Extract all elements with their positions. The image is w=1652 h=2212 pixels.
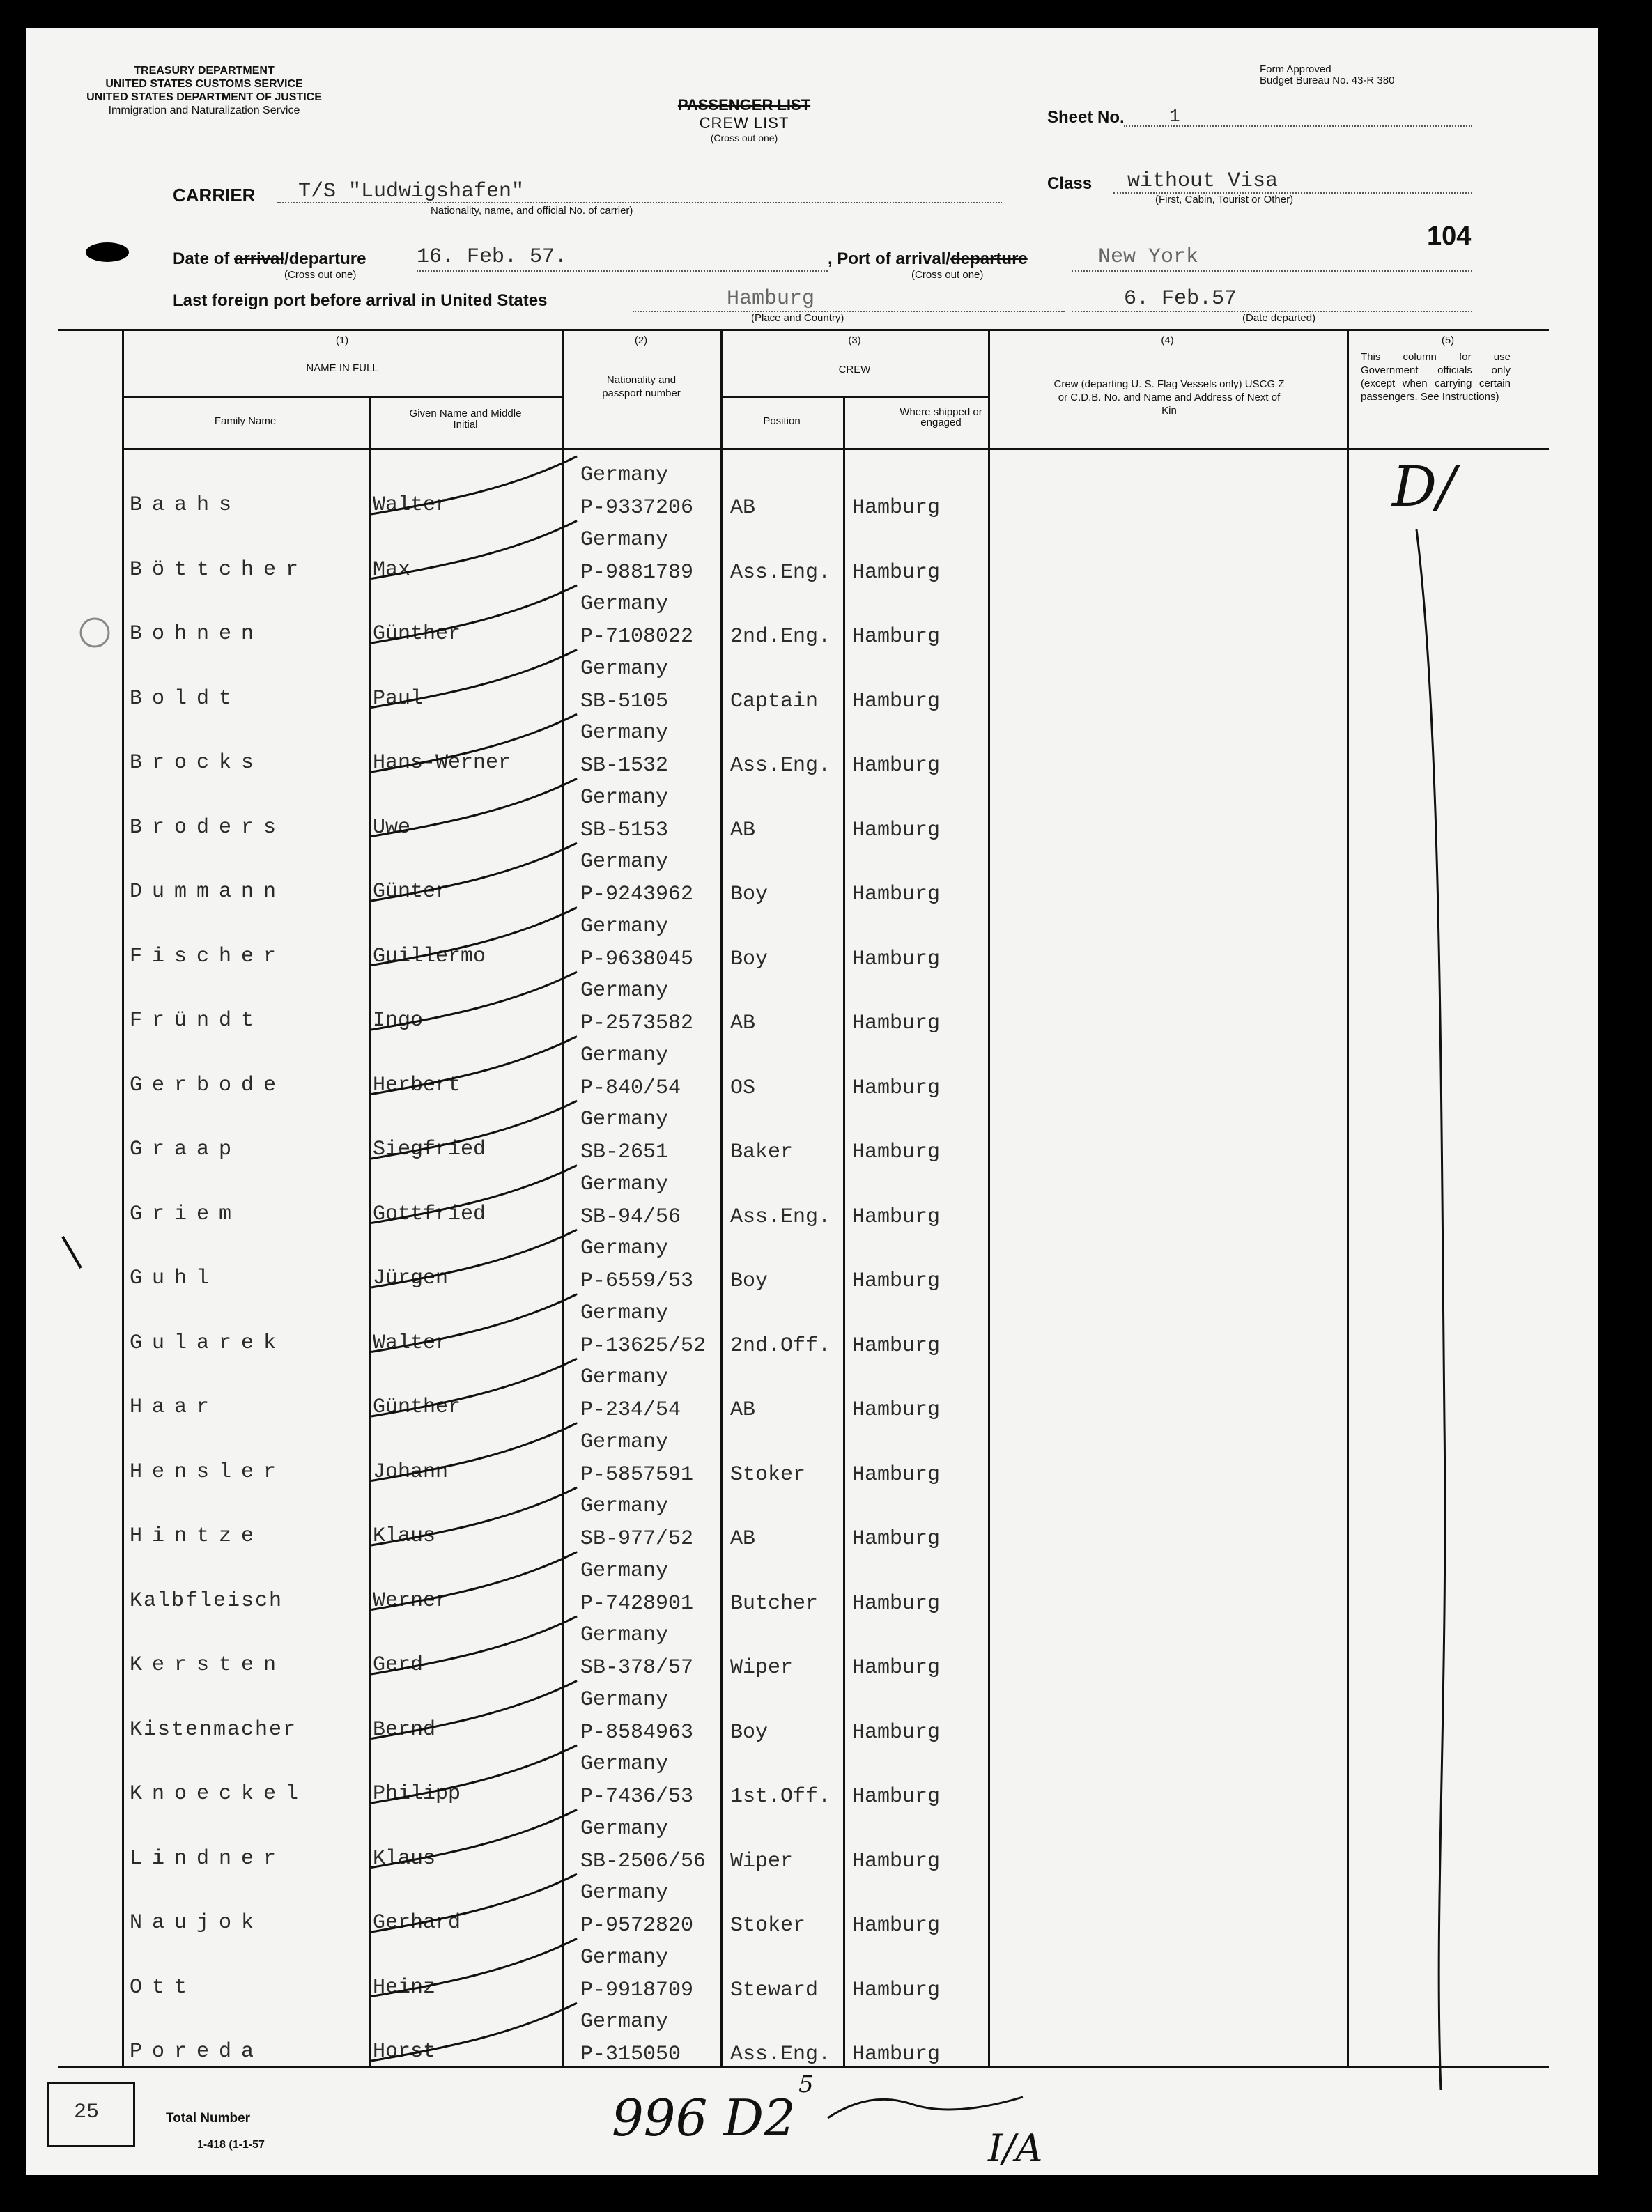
- family-name-cell: Haar: [130, 1395, 219, 1419]
- passport-cell: SB-977/52: [580, 1527, 694, 1551]
- nationality-cell: Germany: [580, 721, 669, 745]
- family-name-cell: Guhl: [130, 1267, 219, 1290]
- crew-list-title: CREW LIST: [699, 114, 789, 132]
- name-checkmark-stroke: [371, 1230, 577, 1287]
- position-header: Position: [763, 415, 801, 427]
- position-cell: Boy: [730, 883, 769, 906]
- nationality-cell: Germany: [580, 1301, 669, 1325]
- name-checkmark-stroke: [371, 1037, 577, 1095]
- name-checkmark-stroke: [371, 1423, 577, 1481]
- shipped-cell: Hamburg: [852, 1849, 941, 1873]
- given-name-cell: Walter: [373, 493, 449, 517]
- sheet-value: 1: [1169, 106, 1180, 127]
- col5-number: (5): [1441, 334, 1455, 346]
- nationality-cell: Germany: [580, 850, 669, 874]
- nationality-cell: Germany: [580, 1430, 669, 1454]
- last-port-value: Hamburg: [727, 287, 815, 311]
- given-name-cell: Paul: [373, 686, 424, 711]
- given-name-cell: Max: [373, 557, 411, 582]
- checkmark-strokes: [26, 28, 1598, 2175]
- passport-cell: P-9881789: [580, 560, 694, 585]
- sheet-label: Sheet No.: [1047, 108, 1125, 127]
- name-checkmark-stroke: [371, 1616, 577, 1674]
- given-name-cell: Uwe: [373, 815, 411, 840]
- shipped-cell: Hamburg: [852, 947, 941, 971]
- family-name-cell: Ott: [130, 1975, 197, 2000]
- nationality-cell: Germany: [580, 1366, 669, 1389]
- position-cell: AB: [730, 1012, 756, 1035]
- name-checkmark-stroke: [371, 585, 577, 643]
- family-name-cell: Boldt: [130, 686, 242, 711]
- position-cell: OS: [730, 1076, 756, 1100]
- family-name-header: Family Name: [214, 415, 277, 427]
- carrier-value: T/S "Ludwigshafen": [298, 180, 525, 203]
- given-name-cell: Jürgen: [373, 1267, 449, 1290]
- name-checkmark-stroke: [371, 1166, 577, 1223]
- passport-cell: P-9337206: [580, 496, 694, 520]
- nationality-cell: Germany: [580, 1559, 669, 1583]
- position-cell: Boy: [730, 1720, 769, 1745]
- shipped-cell: Hamburg: [852, 1333, 941, 1358]
- family-name-cell: Griem: [130, 1202, 242, 1226]
- nationality-cell: Germany: [580, 1108, 669, 1131]
- carrier-caption: Nationality, name, and official No. of carrier): [431, 205, 633, 217]
- shipped-cell: Hamburg: [852, 625, 941, 649]
- passport-cell: P-840/54: [580, 1076, 681, 1100]
- position-cell: AB: [730, 496, 756, 520]
- shipped-cell: Hamburg: [852, 1591, 941, 1616]
- nationality-cell: Germany: [580, 592, 669, 616]
- passport-cell: P-6559/53: [580, 1269, 694, 1293]
- nationality-cell: Germany: [580, 979, 669, 1003]
- shipped-cell: Hamburg: [852, 1978, 941, 2002]
- agency-line: UNITED STATES CUSTOMS SERVICE: [105, 78, 303, 90]
- passenger-list-struck: PASSENGER LIST: [677, 96, 811, 114]
- nationality-cell: Germany: [580, 1043, 669, 1067]
- port-cross-caption: (Cross out one): [911, 269, 984, 281]
- shipped-cell: Hamburg: [852, 689, 941, 713]
- passport-cell: SB-94/56: [580, 1205, 681, 1229]
- port-value: New York: [1098, 245, 1199, 269]
- position-cell: AB: [730, 1398, 756, 1422]
- handwritten-footer-a: 996 D2: [612, 2089, 796, 2147]
- class-value: without Visa: [1127, 169, 1279, 193]
- name-checkmark-stroke: [371, 650, 577, 708]
- last-port-label: Last foreign port before arrival in United States: [173, 291, 548, 310]
- position-cell: Ass.Eng.: [730, 560, 831, 585]
- date-value: 16. Feb. 57.: [417, 245, 568, 269]
- given-name-cell: Gerd: [373, 1653, 424, 1677]
- where-shipped-header: Where shipped or engaged: [900, 406, 982, 428]
- col5-long-stroke: [1416, 529, 1445, 2090]
- margin-tick: [63, 1237, 81, 1268]
- nationality-cell: Germany: [580, 1945, 669, 1970]
- passport-cell: P-5857591: [580, 1462, 694, 1487]
- family-name-cell: Hintze: [130, 1524, 264, 1548]
- position-cell: Steward: [730, 1978, 819, 2002]
- shipped-cell: Hamburg: [852, 1785, 941, 1809]
- shipped-cell: Hamburg: [852, 754, 941, 778]
- agency-line: UNITED STATES DEPARTMENT OF JUSTICE: [86, 91, 322, 103]
- shipped-cell: Hamburg: [852, 1076, 941, 1100]
- handwritten-footer-sup: 5: [798, 2071, 814, 2098]
- nationality-cell: Germany: [580, 1752, 669, 1776]
- agency-line: Immigration and Naturalization Service: [108, 105, 300, 116]
- port-label-departure-struck: departure: [950, 249, 1028, 268]
- passport-cell: P-13625/52: [580, 1333, 707, 1358]
- crew-list-document: [26, 28, 1598, 2175]
- date-departed-value: 6. Feb.57: [1124, 287, 1237, 311]
- family-name-cell: Baahs: [130, 493, 242, 517]
- name-checkmark-stroke: [371, 779, 577, 837]
- name-checkmark-stroke: [371, 1681, 577, 1739]
- given-name-cell: Siegfried: [373, 1138, 486, 1161]
- name-checkmark-stroke: [371, 1745, 577, 1803]
- date-departed-caption: (Date departed): [1242, 312, 1316, 324]
- name-checkmark-stroke: [371, 1294, 577, 1352]
- given-name-cell: Bernd: [373, 1717, 436, 1742]
- family-name-cell: Hensler: [130, 1460, 286, 1484]
- given-name-cell: Guillermo: [373, 944, 486, 968]
- passport-cell: P-9918709: [580, 1978, 694, 2002]
- position-cell: Boy: [730, 947, 769, 971]
- cross-out-caption: (Cross out one): [710, 132, 778, 144]
- passport-cell: P-315050: [580, 2043, 681, 2066]
- carrier-label: CARRIER: [173, 185, 256, 206]
- shipped-cell: Hamburg: [852, 1398, 941, 1422]
- name-checkmark-stroke: [371, 843, 577, 901]
- nationality-cell: Germany: [580, 914, 669, 938]
- shipped-cell: Hamburg: [852, 818, 941, 842]
- nationality-cell: Germany: [580, 1881, 669, 1905]
- position-cell: Captain: [730, 689, 819, 713]
- name-in-full-header: NAME IN FULL: [306, 362, 378, 374]
- given-name-cell: Philipp: [373, 1782, 461, 1806]
- family-name-cell: Böttcher: [130, 557, 309, 582]
- nationality-cell: Germany: [580, 1816, 669, 1841]
- name-checkmark-stroke: [371, 1359, 577, 1416]
- position-cell: Ass.Eng.: [730, 1205, 831, 1229]
- shipped-cell: Hamburg: [852, 1914, 941, 1938]
- family-name-cell: Kersten: [130, 1653, 286, 1677]
- passport-cell: P-9572820: [580, 1914, 694, 1938]
- name-checkmark-stroke: [371, 972, 577, 1030]
- punch-hole: [81, 619, 109, 647]
- passport-cell: SB-5153: [580, 818, 669, 842]
- class-label: Class: [1047, 174, 1093, 193]
- given-name-cell: Werner: [373, 1588, 449, 1613]
- given-name-cell: Horst: [373, 2040, 436, 2064]
- family-name-cell: Dummann: [130, 880, 286, 904]
- name-checkmark-stroke: [371, 1810, 577, 1868]
- nationality-cell: Germany: [580, 1172, 669, 1196]
- name-checkmark-stroke: [371, 1101, 577, 1159]
- position-cell: AB: [730, 818, 756, 842]
- position-cell: Ass.Eng.: [730, 754, 831, 778]
- shipped-cell: Hamburg: [852, 1012, 941, 1035]
- date-label-arrival-struck: arrival: [234, 249, 285, 268]
- passport-cell: SB-378/57: [580, 1656, 694, 1680]
- nationality-cell: Germany: [580, 2010, 669, 2034]
- nationality-cell: Germany: [580, 1494, 669, 1518]
- family-name-cell: Fischer: [130, 944, 286, 968]
- given-name-cell: Günther: [373, 622, 461, 646]
- position-cell: Stoker: [730, 1462, 806, 1487]
- name-checkmark-stroke: [371, 908, 577, 966]
- given-name-cell: Klaus: [373, 1846, 436, 1871]
- crew-header: CREW: [838, 364, 871, 376]
- given-name-cell: Gottfried: [373, 1202, 486, 1226]
- position-cell: 1st.Off.: [730, 1785, 831, 1809]
- given-name-cell: Herbert: [373, 1073, 461, 1097]
- passport-cell: SB-2506/56: [580, 1849, 707, 1873]
- family-name-cell: Naujok: [130, 1911, 264, 1935]
- position-cell: AB: [730, 1527, 756, 1551]
- passport-cell: P-9243962: [580, 883, 694, 906]
- crew-us-header: Crew (departing U. S. Flag Vessels only) USCG Z or C.D.B. No. and Name and Address of Next of Kin: [1053, 378, 1285, 417]
- nationality-cell: Germany: [580, 527, 669, 552]
- family-name-cell: Lindner: [130, 1846, 286, 1871]
- shipped-cell: Hamburg: [852, 1527, 941, 1551]
- position-cell: Butcher: [730, 1591, 819, 1616]
- family-name-cell: Gularek: [130, 1331, 286, 1355]
- given-name-header: Given Name and Middle Initial: [409, 408, 522, 431]
- shipped-cell: Hamburg: [852, 1269, 941, 1293]
- handwritten-footer-b: I/A: [988, 2126, 1043, 2170]
- col3-number: (3): [848, 334, 861, 346]
- form-approved-line: Form Approved: [1260, 63, 1331, 75]
- passport-cell: P-234/54: [580, 1398, 681, 1422]
- nationality-cell: Germany: [580, 1687, 669, 1712]
- given-name-cell: Gerhard: [373, 1911, 461, 1935]
- total-count: 25: [74, 2101, 100, 2124]
- family-name-cell: Graap: [130, 1138, 242, 1161]
- nationality-cell: Germany: [580, 785, 669, 810]
- col2-number: (2): [634, 334, 648, 346]
- class-caption: (First, Cabin, Tourist or Other): [1155, 194, 1294, 206]
- given-name-cell: Günther: [373, 1395, 461, 1419]
- passport-cell: P-9638045: [580, 947, 694, 971]
- signature-stroke: [828, 2097, 1023, 2118]
- handwritten-initials: D/: [1392, 454, 1456, 519]
- passport-cell: P-7428901: [580, 1591, 694, 1616]
- date-cross-caption: (Cross out one): [284, 269, 357, 281]
- given-name-cell: Johann: [373, 1460, 449, 1484]
- gov-use-header: This column for use Government officials only (except when carrying certain passengers. See Instructions): [1361, 351, 1511, 403]
- name-checkmark-stroke: [371, 1487, 577, 1545]
- family-name-cell: Kalbfleisch: [130, 1588, 284, 1613]
- shipped-cell: Hamburg: [852, 1205, 941, 1229]
- form-number: 1-418 (1-1-57: [197, 2139, 265, 2151]
- shipped-cell: Hamburg: [852, 883, 941, 906]
- given-name-cell: Heinz: [373, 1975, 436, 2000]
- nationality-cell: Germany: [580, 463, 669, 487]
- shipped-cell: Hamburg: [852, 560, 941, 585]
- family-name-cell: Bohnen: [130, 622, 264, 646]
- family-name-cell: Broders: [130, 815, 286, 840]
- given-name-cell: Ingo: [373, 1009, 424, 1032]
- shipped-cell: Hamburg: [852, 1720, 941, 1745]
- passport-cell: SB-1532: [580, 754, 669, 778]
- family-name-cell: Brocks: [130, 751, 264, 775]
- shipped-cell: Hamburg: [852, 1656, 941, 1680]
- name-checkmark-stroke: [371, 456, 577, 514]
- passport-cell: SB-2651: [580, 1140, 669, 1164]
- col1-number: (1): [335, 334, 349, 346]
- position-cell: Baker: [730, 1140, 794, 1164]
- position-cell: Ass.Eng.: [730, 2043, 831, 2066]
- name-checkmark-stroke: [371, 1874, 577, 1932]
- passport-cell: P-8584963: [580, 1720, 694, 1745]
- name-checkmark-stroke: [371, 1939, 577, 1997]
- family-name-cell: Poreda: [130, 2040, 264, 2064]
- nationality-cell: Germany: [580, 656, 669, 681]
- given-name-cell: Walter: [373, 1331, 449, 1355]
- given-name-cell: Hans-Werner: [373, 751, 511, 775]
- port-label-a: , Port of arrival/: [828, 249, 951, 268]
- agency-line: TREASURY DEPARTMENT: [134, 65, 275, 77]
- family-name-cell: Knoeckel: [130, 1782, 309, 1806]
- shipped-cell: Hamburg: [852, 2043, 941, 2066]
- total-number-label: Total Number: [166, 2111, 251, 2126]
- date-label-b: /departure: [284, 249, 366, 268]
- passport-cell: P-7108022: [580, 625, 694, 649]
- col4-number: (4): [1161, 334, 1174, 346]
- form-approved-line: Budget Bureau No. 43-R 380: [1260, 75, 1395, 86]
- passport-cell: P-2573582: [580, 1012, 694, 1035]
- nationality-header: Nationality and passport number: [602, 374, 681, 399]
- position-cell: Stoker: [730, 1914, 806, 1938]
- family-name-cell: Gerbode: [130, 1073, 286, 1097]
- shipped-cell: Hamburg: [852, 1140, 941, 1164]
- name-checkmark-stroke: [371, 714, 577, 772]
- position-cell: 2nd.Off.: [730, 1333, 831, 1358]
- position-cell: Boy: [730, 1269, 769, 1293]
- family-name-cell: Fründt: [130, 1009, 264, 1032]
- nationality-cell: Germany: [580, 1623, 669, 1647]
- stamp-number: 104: [1427, 222, 1472, 251]
- name-checkmark-stroke: [371, 1552, 577, 1610]
- given-name-cell: Klaus: [373, 1524, 436, 1548]
- passport-cell: SB-5105: [580, 689, 669, 713]
- date-label-a: Date of: [173, 249, 230, 268]
- position-cell: Wiper: [730, 1849, 794, 1873]
- given-name-cell: Günter: [373, 880, 449, 904]
- family-name-cell: Kistenmacher: [130, 1717, 298, 1742]
- shipped-cell: Hamburg: [852, 1462, 941, 1487]
- nationality-cell: Germany: [580, 1237, 669, 1260]
- name-checkmark-stroke: [371, 2003, 577, 2061]
- passport-cell: P-7436/53: [580, 1785, 694, 1809]
- name-checkmark-stroke: [371, 521, 577, 579]
- position-cell: 2nd.Eng.: [730, 625, 831, 649]
- shipped-cell: Hamburg: [852, 496, 941, 520]
- position-cell: Wiper: [730, 1656, 794, 1680]
- place-caption: (Place and Country): [751, 312, 844, 324]
